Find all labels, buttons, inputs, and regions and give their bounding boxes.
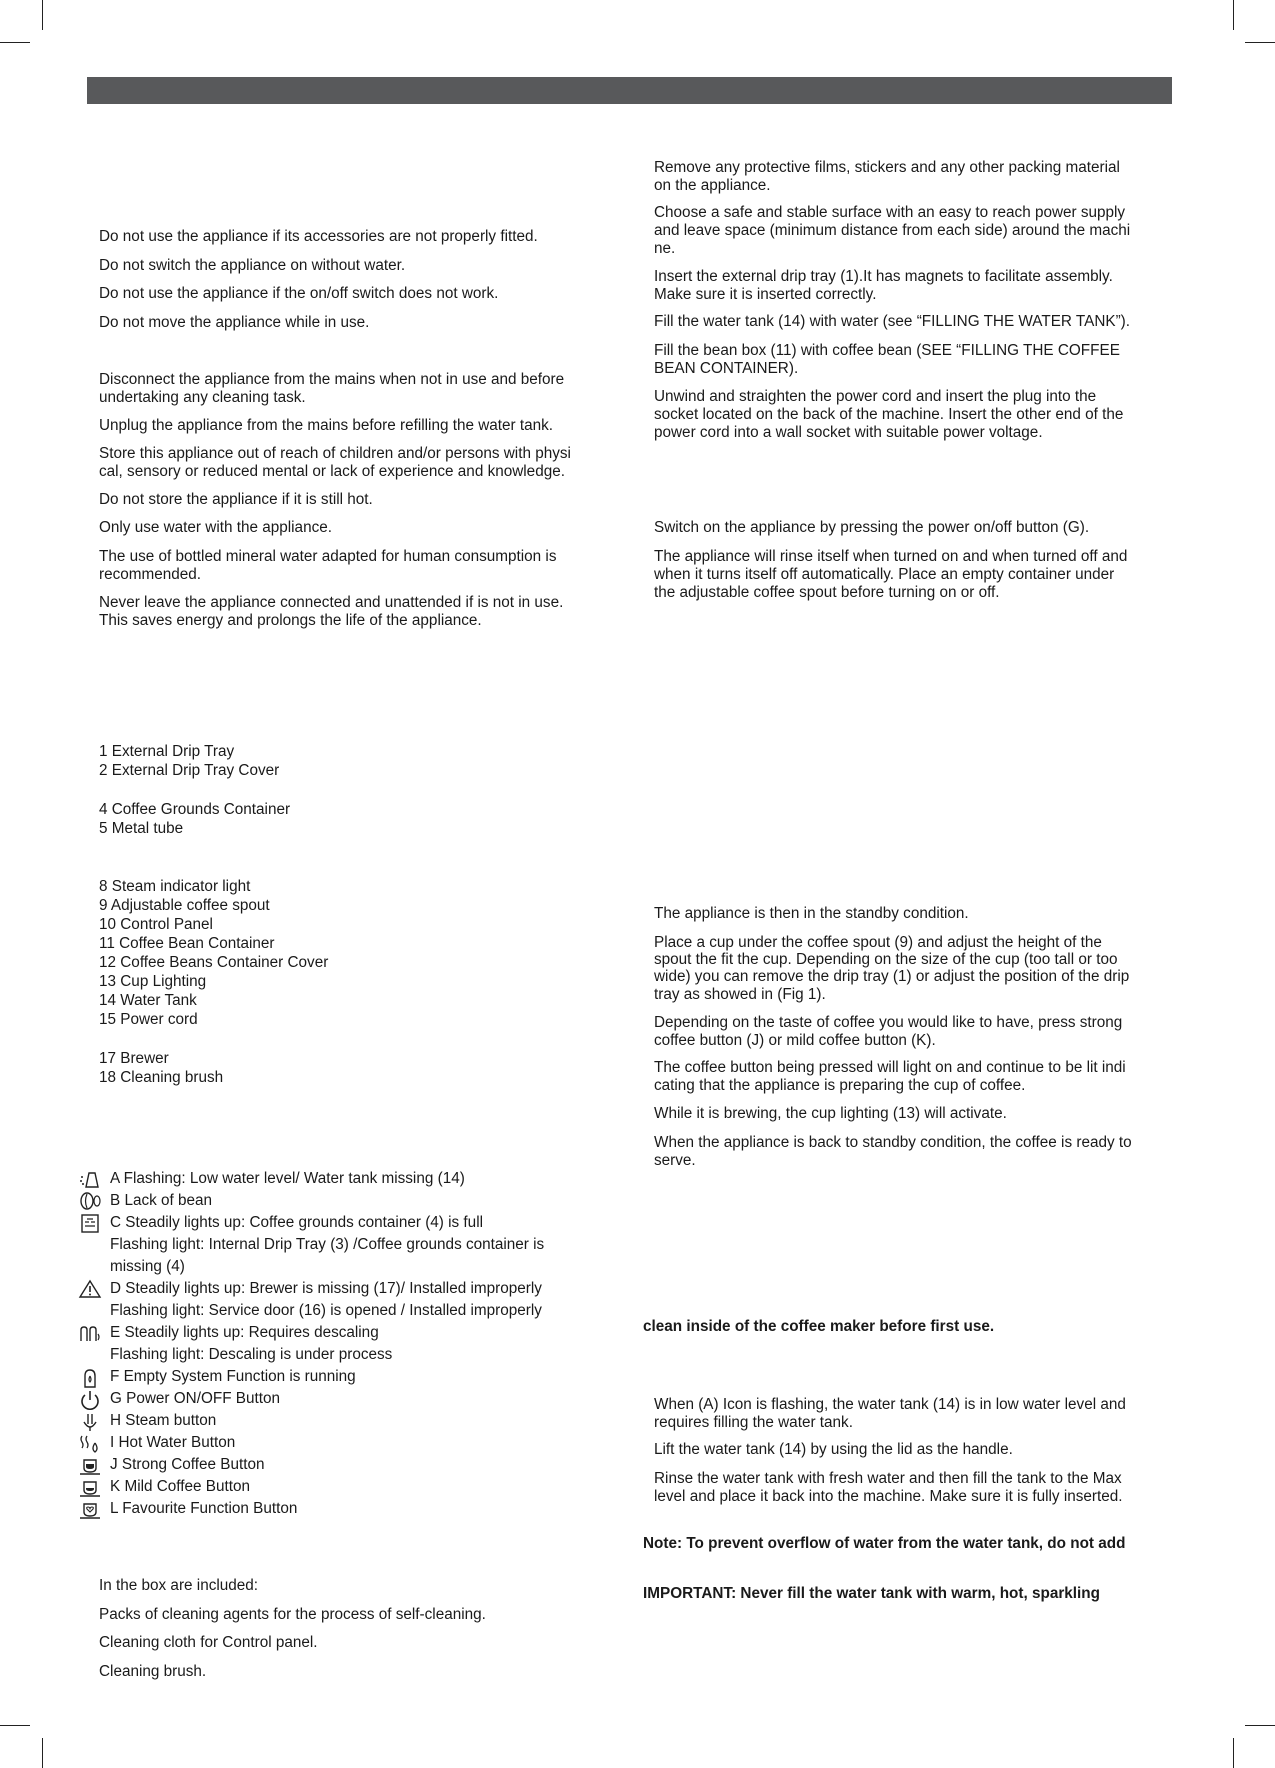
care-line: Only use water with the appliance. — [99, 519, 332, 536]
part-item: 2 External Drip Tray Cover — [99, 762, 280, 779]
switch-on-line: The appliance will rinse itself when turned on and when turned off and — [654, 548, 1128, 565]
control-legend-line: B Lack of bean — [110, 1192, 213, 1209]
control-legend-line: K Mild Coffee Button — [110, 1478, 251, 1495]
clean-note: clean inside of the coffee maker before first use. — [643, 1318, 995, 1335]
brew-line: spout the fit the cup. Depending on the size of the cup (too tall or too — [654, 951, 1118, 968]
control-legend-line: Flashing light: Descaling is under process — [110, 1346, 393, 1363]
part-item: 4 Coffee Grounds Container — [99, 801, 291, 818]
setup-line: Make sure it is inserted correctly. — [654, 286, 877, 303]
box-contents-line: In the box are included: — [99, 1577, 259, 1594]
setup-line: socket located on the back of the machine. Insert the other end of the — [654, 406, 1124, 423]
brew-line: While it is brewing, the cup lighting (13) will activate. — [654, 1105, 1007, 1122]
control-legend-line: Flashing light: Internal Drip Tray (3) /Coffee grounds container is — [110, 1236, 545, 1253]
strong-coffee-icon — [78, 1456, 102, 1476]
switch-on-line: when it turns itself off automatically. Place an empty container under — [654, 566, 1115, 583]
box-contents-line: Cleaning brush. — [99, 1663, 207, 1680]
part-item: 5 Metal tube — [99, 820, 184, 837]
box-contents-line: Packs of cleaning agents for the process of self-cleaning. — [99, 1606, 486, 1623]
control-legend-line: D Steadily lights up: Brewer is missing (17)/ Installed improperly — [110, 1280, 542, 1297]
care-line: recommended. — [99, 566, 202, 583]
grounds-container-icon — [78, 1213, 102, 1233]
steam-icon — [78, 1412, 102, 1432]
control-legend-line: A Flashing: Low water level/ Water tank missing (14) — [110, 1170, 465, 1187]
part-item: 9 Adjustable coffee spout — [99, 897, 270, 914]
care-line: The use of bottled mineral water adapted for human consumption is — [99, 548, 557, 565]
brew-line: Depending on the taste of coffee you would like to have, press strong — [654, 1014, 1123, 1031]
crop-mark — [42, 1738, 43, 1768]
brew-line: cating that the appliance is preparing the cup of coffee. — [654, 1077, 1026, 1094]
part-item: 17 Brewer — [99, 1050, 169, 1067]
setup-line: Insert the external drip tray (1).It has magnets to facilitate assembly. — [654, 268, 1113, 285]
important-note: IMPORTANT: Never fill the water tank with warm, hot, sparkling — [643, 1585, 1100, 1602]
brew-line: wide) you can remove the drip tray (1) or adjust the position of the drip — [654, 968, 1130, 985]
control-legend-line: J Strong Coffee Button — [110, 1456, 265, 1473]
control-legend-line: I Hot Water Button — [110, 1434, 236, 1451]
control-legend-line: C Steadily lights up: Coffee grounds container (4) is full — [110, 1214, 483, 1231]
favourite-cup-icon — [78, 1500, 102, 1520]
coffee-bean-icon — [78, 1191, 102, 1211]
safety-line: Do not use the appliance if the on/off switch does not work. — [99, 285, 499, 302]
setup-line: and leave space (minimum distance from each side) around the machi — [654, 222, 1131, 239]
crop-mark — [1245, 42, 1275, 43]
setup-line: ne. — [654, 240, 676, 257]
care-line: Disconnect the appliance from the mains when not in use and before — [99, 371, 565, 388]
care-line: Store this appliance out of reach of children and/or persons with physi — [99, 445, 571, 462]
crop-mark — [0, 42, 30, 43]
empty-system-icon — [78, 1368, 102, 1388]
care-line: cal, sensory or reduced mental or lack of experience and knowledge. — [99, 463, 565, 480]
control-legend-line: E Steadily lights up: Requires descaling — [110, 1324, 379, 1341]
brew-line: The coffee button being pressed will light on and continue to be lit indi — [654, 1059, 1126, 1076]
water-tank-line: requires filling the water tank. — [654, 1414, 853, 1431]
care-line: This saves energy and prolongs the life of the appliance. — [99, 612, 482, 629]
overflow-note: Note: To prevent overflow of water from the water tank, do not add — [643, 1535, 1126, 1552]
control-legend-line: G Power ON/OFF Button — [110, 1390, 281, 1407]
brew-line: serve. — [654, 1152, 696, 1169]
warning-triangle-icon — [78, 1279, 102, 1299]
crop-mark — [42, 0, 43, 30]
setup-line: Fill the water tank (14) with water (see “FILLING THE WATER TANK”). — [654, 313, 1131, 330]
part-item: 15 Power cord — [99, 1011, 198, 1028]
safety-line: Do not move the appliance while in use. — [99, 314, 370, 331]
brew-line: tray as showed in (Fig 1). — [654, 986, 826, 1003]
switch-on-line: the adjustable coffee spout before turning on or off. — [654, 584, 1000, 601]
water-tank-line: When (A) Icon is flashing, the water tank (14) is in low water level and — [654, 1396, 1126, 1413]
crop-mark — [1233, 0, 1234, 30]
header-bar — [87, 77, 1172, 104]
setup-line: BEAN CONTAINER). — [654, 360, 799, 377]
part-item: 8 Steam indicator light — [99, 878, 251, 895]
brew-line: Place a cup under the coffee spout (9) and adjust the height of the — [654, 934, 1102, 951]
crop-mark — [1233, 1738, 1234, 1768]
mild-coffee-icon — [78, 1478, 102, 1498]
setup-line: power cord into a wall socket with suitable power voltage. — [654, 424, 1043, 441]
brew-line: coffee button (J) or mild coffee button (K). — [654, 1032, 936, 1049]
hot-water-icon — [78, 1434, 102, 1454]
care-line: Unplug the appliance from the mains before refilling the water tank. — [99, 417, 554, 434]
part-item: 18 Cleaning brush — [99, 1069, 224, 1086]
part-item: 12 Coffee Beans Container Cover — [99, 954, 329, 971]
part-item: 11 Coffee Bean Container — [99, 935, 275, 952]
safety-line: Do not use the appliance if its accessories are not properly fitted. — [99, 228, 538, 245]
power-icon — [78, 1390, 102, 1410]
part-item: 10 Control Panel — [99, 916, 213, 933]
switch-on-line: Switch on the appliance by pressing the power on/off button (G). — [654, 519, 1090, 536]
control-legend-line: H Steam button — [110, 1412, 217, 1429]
control-legend-line: missing (4) — [110, 1258, 185, 1275]
safety-line: Do not switch the appliance on without water. — [99, 257, 406, 274]
part-item: 13 Cup Lighting — [99, 973, 207, 990]
setup-line: on the appliance. — [654, 177, 771, 194]
setup-line: Choose a safe and stable surface with an easy to reach power supply — [654, 204, 1126, 221]
crop-mark — [1245, 1725, 1275, 1726]
brew-line: The appliance is then in the standby condition. — [654, 905, 969, 922]
control-legend-line: F Empty System Function is running — [110, 1368, 356, 1385]
water-drop-icon — [78, 1169, 102, 1189]
crop-mark — [0, 1725, 30, 1726]
part-item: 14 Water Tank — [99, 992, 197, 1009]
box-contents-line: Cleaning cloth for Control panel. — [99, 1634, 318, 1651]
water-tank-line: Lift the water tank (14) by using the lid as the handle. — [654, 1441, 1013, 1458]
care-line: Never leave the appliance connected and unattended if is not in use. — [99, 594, 564, 611]
part-item: 1 External Drip Tray — [99, 743, 235, 760]
water-tank-line: Rinse the water tank with fresh water and then fill the tank to the Max — [654, 1470, 1122, 1487]
descaling-icon — [78, 1324, 102, 1344]
control-legend-line: Flashing light: Service door (16) is opened / Installed improperly — [110, 1302, 542, 1319]
care-line: undertaking any cleaning task. — [99, 389, 306, 406]
water-tank-line: level and place it back into the machine. Make sure it is fully inserted. — [654, 1488, 1123, 1505]
setup-line: Unwind and straighten the power cord and insert the plug into the — [654, 388, 1097, 405]
control-legend-line: L Favourite Function Button — [110, 1500, 298, 1517]
care-line: Do not store the appliance if it is still hot. — [99, 491, 373, 508]
setup-line: Remove any protective films, stickers and any other packing material — [654, 159, 1120, 176]
setup-line: Fill the bean box (11) with coffee bean (SEE “FILLING THE COFFEE — [654, 342, 1120, 359]
brew-line: When the appliance is back to standby condition, the coffee is ready to — [654, 1134, 1132, 1151]
